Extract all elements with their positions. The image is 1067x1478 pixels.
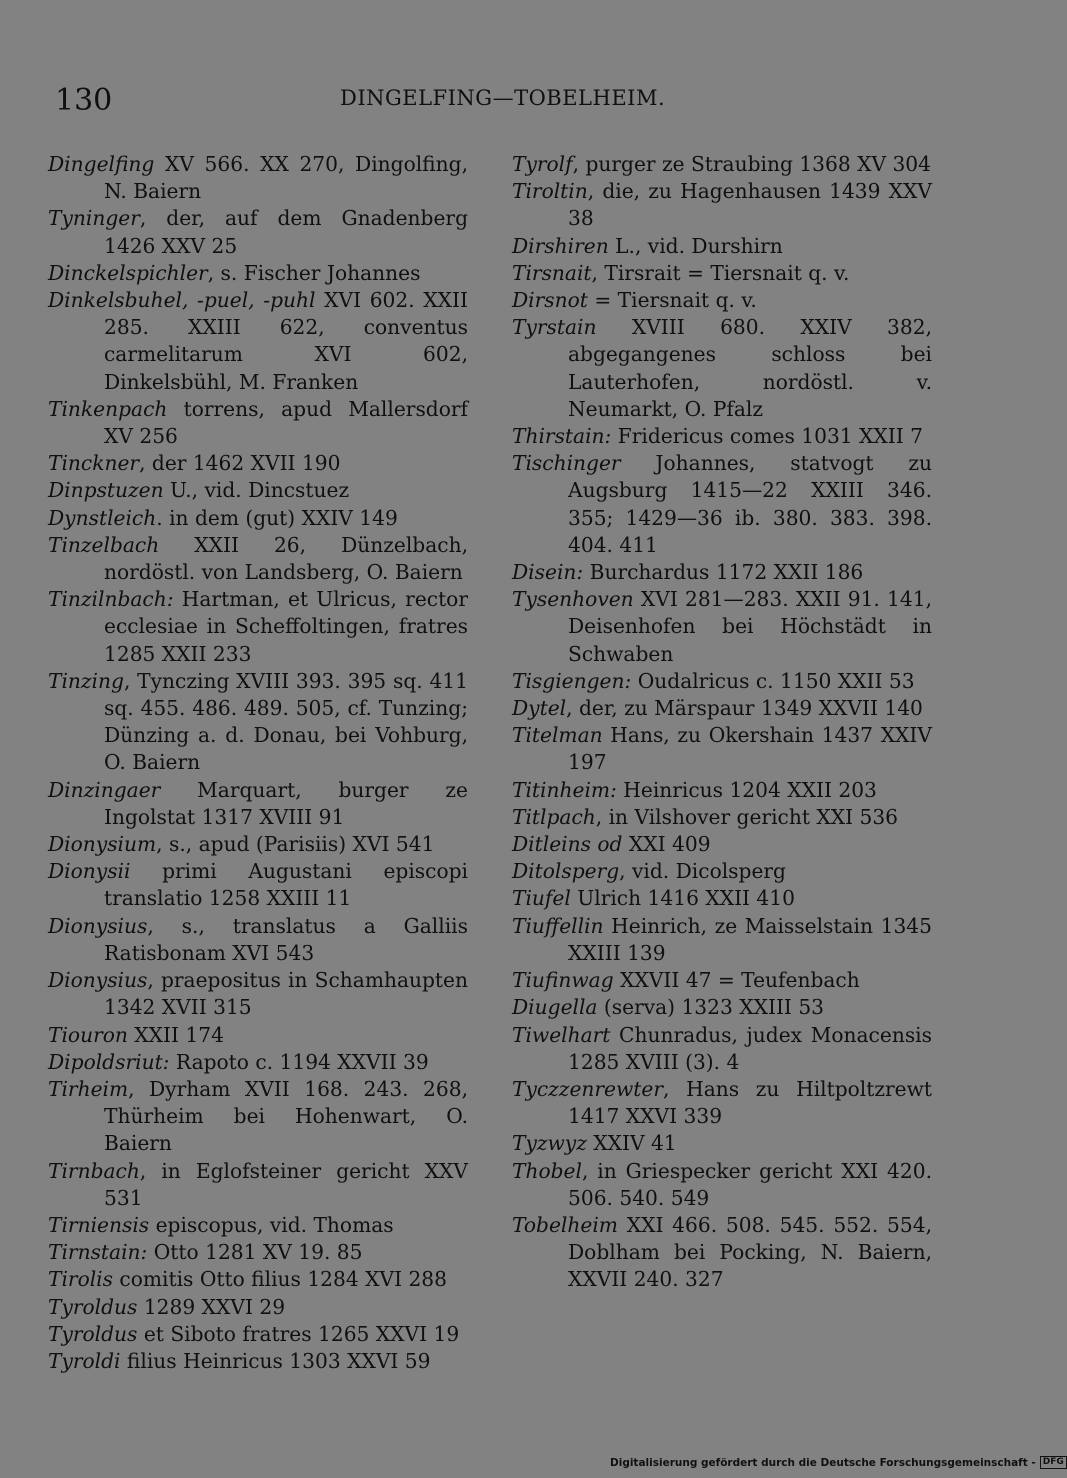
entry-term: Dirshiren bbox=[512, 233, 609, 258]
entry-text: primi Augustani episcopi translatio 1258 XXIII 11 bbox=[104, 859, 468, 911]
right-column bbox=[512, 151, 932, 1294]
index-entry bbox=[48, 205, 468, 259]
index-entry bbox=[512, 1076, 932, 1130]
index-entry bbox=[48, 1212, 468, 1239]
entry-text: L., vid. Durshirn bbox=[608, 233, 783, 258]
index-entry bbox=[512, 777, 932, 804]
index-entry bbox=[512, 994, 932, 1021]
entry-term: Tirnbach bbox=[48, 1158, 140, 1183]
entry-text: Oudalricus c. 1150 XXII 53 bbox=[631, 668, 915, 693]
entry-text: Otto 1281 XV 19. 85 bbox=[147, 1240, 363, 1265]
entry-term: Tinzelbach bbox=[48, 532, 160, 557]
entry-text: Hans, zu Okershain 1437 XXIV 197 bbox=[568, 723, 932, 775]
entry-term: Thobel bbox=[512, 1158, 582, 1183]
entry-term: Dinzingaer bbox=[48, 777, 161, 802]
entry-term: Titlpach bbox=[512, 804, 596, 829]
entry-text: Johannes, statvogt zu Augsburg 1415—22 XXIII 346. 355; 1429—36 ib. 380. 383. 398. 404. 411 bbox=[568, 451, 932, 557]
entry-term: Tirniensis bbox=[48, 1212, 150, 1237]
entry-term: Tirsnait bbox=[512, 260, 592, 285]
entry-term: Dytel bbox=[512, 696, 567, 721]
entry-term: Dionysius bbox=[48, 913, 148, 938]
entry-text: et Siboto fratres 1265 XXVI 19 bbox=[137, 1321, 460, 1346]
entry-term: Tiroltin bbox=[512, 179, 588, 204]
entry-text: , in Eglofsteiner gericht XXV 531 bbox=[104, 1158, 468, 1210]
entry-text: 1289 XXVI 29 bbox=[137, 1294, 286, 1319]
index-entry bbox=[512, 831, 932, 858]
entry-text: XVI 281—283. XXII 91. 141, Deisenhofen bei Höchstädt in Schwaben bbox=[568, 587, 932, 666]
entry-term: Tinzing bbox=[48, 668, 124, 693]
entry-term: Dionysium bbox=[48, 832, 157, 857]
entry-term: Disein: bbox=[512, 560, 584, 585]
index-entry bbox=[48, 1294, 468, 1321]
entry-text: XXII 174 bbox=[127, 1022, 224, 1047]
entry-text: , der 1462 XVII 190 bbox=[139, 451, 341, 476]
index-entry bbox=[48, 1321, 468, 1348]
index-entry bbox=[512, 967, 932, 994]
index-entry bbox=[48, 1348, 468, 1375]
index-entry bbox=[48, 151, 468, 205]
entry-term: Tiouron bbox=[48, 1022, 128, 1047]
index-entry bbox=[48, 1049, 468, 1076]
entry-text: XXII 26, Dünzelbach, nordöstl. von Landsberg, O. Baiern bbox=[104, 532, 468, 585]
running-head: DINGELFING—TOBELHEIM. bbox=[340, 86, 666, 110]
entry-text: , der, zu Märspaur 1349 XXVII 140 bbox=[566, 696, 923, 721]
dfg-logo: DFG bbox=[1040, 1456, 1067, 1469]
index-entry bbox=[48, 913, 468, 967]
entry-text: , in Vilshover gericht XXI 536 bbox=[595, 804, 899, 829]
index-entry bbox=[48, 260, 468, 287]
entry-term: Dinpstuzen bbox=[48, 478, 164, 503]
index-entry bbox=[512, 913, 932, 967]
entry-text: , Tynczing XVIII 393. 395 sq. 411 sq. 455. 486. 489. 505, cf. Tunzing; Dünzing a. d. Donau, bei Vohburg, O. Baiern bbox=[104, 668, 468, 775]
index-entry bbox=[512, 559, 932, 586]
entry-term: Dingelfing bbox=[48, 152, 155, 176]
entry-text: , s. Fischer Johannes bbox=[207, 260, 421, 285]
entry-term: Tyroldus bbox=[48, 1321, 138, 1346]
index-entry bbox=[48, 532, 468, 586]
entry-term: Tiuffellin bbox=[512, 913, 604, 938]
entry-text: , Dyrham XVII 168. 243. 268, Thürheim bei Hohenwart, O. Baiern bbox=[104, 1076, 468, 1156]
entry-term: Tisgiengen: bbox=[512, 668, 632, 693]
entry-term: Tinzilnbach: bbox=[48, 587, 174, 612]
index-entry bbox=[512, 151, 932, 178]
index-entry bbox=[512, 695, 932, 722]
entry-text: Hartman, et Ulricus, rector ecclesiae in Scheffoltingen, fratres 1285 XXII 233 bbox=[104, 587, 468, 666]
entry-term: Tysenhoven bbox=[512, 587, 634, 612]
entry-term: Tiufel bbox=[512, 886, 571, 911]
entry-term: Tiufinwag bbox=[512, 968, 614, 993]
left-column bbox=[48, 151, 468, 1375]
entry-text: (serva) 1323 XXIII 53 bbox=[597, 995, 825, 1020]
index-entry bbox=[512, 858, 932, 885]
index-entry bbox=[48, 777, 468, 831]
entry-term: Tyrolf bbox=[512, 152, 573, 176]
index-entry bbox=[48, 450, 468, 477]
entry-term: Tyninger bbox=[48, 206, 140, 231]
entry-text: , in Griespecker gericht XXI 420. 506. 540. 549 bbox=[568, 1158, 932, 1210]
entry-text: filius Heinricus 1303 XXVI 59 bbox=[120, 1348, 431, 1373]
index-entry bbox=[512, 260, 932, 287]
entry-term: Tiwelhart bbox=[512, 1022, 611, 1047]
index-entry bbox=[512, 586, 932, 668]
entry-text: Heinricus 1204 XXII 203 bbox=[616, 777, 877, 802]
index-entry bbox=[512, 668, 932, 695]
entry-text: , Tirsrait = Tiersnait q. v. bbox=[591, 260, 850, 285]
entry-term: Dinckelspichler bbox=[48, 260, 208, 285]
entry-text: , purger ze Straubing 1368 XV 304 bbox=[572, 152, 931, 176]
entry-term: Ditleins od bbox=[512, 832, 623, 857]
entry-text: Heinrich, ze Maisselstain 1345 XXIII 139 bbox=[568, 913, 932, 965]
page-number: 130 bbox=[55, 83, 113, 118]
entry-term: Tirheim bbox=[48, 1076, 129, 1101]
entry-term: Thirstain: bbox=[512, 424, 612, 449]
entry-text: Burchardus 1172 XXII 186 bbox=[583, 560, 864, 585]
footer-text: Digitalisierung gefördert durch die Deutsche Forschungsgemeinschaft - bbox=[610, 1456, 1036, 1469]
index-entry bbox=[48, 477, 468, 504]
index-entry bbox=[512, 423, 932, 450]
index-entry bbox=[48, 1158, 468, 1212]
index-entry bbox=[512, 1130, 932, 1157]
entry-term: Tyczzenrewter bbox=[512, 1076, 663, 1101]
entry-term: Tinkenpach bbox=[48, 396, 168, 421]
index-entry bbox=[512, 1212, 932, 1294]
index-entry bbox=[512, 314, 932, 423]
entry-term: Dynstleich bbox=[48, 505, 157, 530]
footer-credit bbox=[610, 1456, 1067, 1469]
entry-term: Tirnstain: bbox=[48, 1240, 148, 1265]
entry-term: Dionysii bbox=[48, 859, 131, 884]
entry-text: XVIII 680. XXIV 382, abgegangenes schloss bei Lauterhofen, nordöstl. v. Neumarkt, O. Pfalz bbox=[568, 315, 932, 421]
entry-text: . in dem (gut) XXIV 149 bbox=[156, 505, 398, 530]
index-entry bbox=[48, 1022, 468, 1049]
entry-text: XVI 602. XXII 285. XXIII 622, conventus carmelitarum XVI 602, Dinkelsbühl, M. Franken bbox=[104, 288, 468, 394]
entry-text: = Tiersnait q. v. bbox=[587, 288, 757, 313]
entry-text: , der, auf dem Gnadenberg 1426 XXV 25 bbox=[104, 206, 468, 258]
entry-text: , praepositus in Schamhaupten 1342 XVII 315 bbox=[104, 968, 468, 1020]
entry-text: XXI 409 bbox=[622, 832, 711, 857]
index-entry bbox=[512, 233, 932, 260]
entry-term: Tyrstain bbox=[512, 315, 597, 340]
index-entry bbox=[512, 450, 932, 559]
entry-term: Tyroldus bbox=[48, 1294, 138, 1319]
entry-text: Fridericus comes 1031 XXII 7 bbox=[611, 424, 924, 449]
entry-term: Tyzwyz bbox=[512, 1131, 587, 1156]
entry-text: episcopus, vid. Thomas bbox=[149, 1212, 394, 1237]
index-entry bbox=[48, 505, 468, 532]
entry-text: Marquart, burger ze Ingolstat 1317 XVIII 91 bbox=[104, 777, 468, 829]
entry-text: , s., apud (Parisiis) XVI 541 bbox=[156, 832, 435, 857]
index-entry bbox=[512, 804, 932, 831]
entry-text: , s., translatus a Galliis Ratisbonam XVI 543 bbox=[104, 913, 468, 965]
index-entry bbox=[512, 287, 932, 314]
entry-text: , vid. Dicolsperg bbox=[619, 859, 786, 884]
entry-text: XXVII 47 = Teufenbach bbox=[613, 968, 860, 993]
entry-term: Dionysius bbox=[48, 968, 148, 993]
entry-term: Titinheim: bbox=[512, 777, 617, 802]
index-entry bbox=[512, 722, 932, 776]
entry-text: , die, zu Hagenhausen 1439 XXV 38 bbox=[568, 179, 932, 231]
index-entry bbox=[48, 668, 468, 777]
index-entry bbox=[48, 396, 468, 450]
entry-term: Dipoldsriut: bbox=[48, 1049, 170, 1074]
entry-term: Tischinger bbox=[512, 451, 621, 476]
entry-term: Tyroldi bbox=[48, 1348, 121, 1373]
index-entry bbox=[48, 1076, 468, 1158]
index-entry bbox=[48, 967, 468, 1021]
entry-text: Ulrich 1416 XXII 410 bbox=[570, 886, 795, 911]
entry-term: Ditolsperg bbox=[512, 859, 620, 884]
index-entry bbox=[512, 885, 932, 912]
index-entry bbox=[512, 1022, 932, 1076]
entry-text: XV 566. XX 270, Dingolfing, N. Baiern bbox=[104, 152, 468, 204]
index-entry bbox=[48, 831, 468, 858]
index-entry bbox=[512, 178, 932, 232]
entry-text: , Hans zu Hiltpoltzrewt 1417 XXVI 339 bbox=[568, 1076, 932, 1129]
entry-term: Tobelheim bbox=[512, 1212, 618, 1237]
entry-text: XXI 466. 508. 545. 552. 554, Doblham bei Pocking, N. Baiern, XXVII 240. 327 bbox=[568, 1212, 932, 1292]
index-entry bbox=[48, 858, 468, 912]
index-entry bbox=[48, 1266, 468, 1293]
index-entry bbox=[48, 586, 468, 668]
index-entry bbox=[48, 287, 468, 396]
entry-text: torrens, apud Mallersdorf XV 256 bbox=[104, 396, 468, 449]
entry-text: comitis Otto filius 1284 XVI 288 bbox=[113, 1267, 447, 1292]
entry-term: Tinckner bbox=[48, 451, 140, 476]
entry-text: Rapoto c. 1194 XXVII 39 bbox=[169, 1049, 429, 1074]
entry-term: Dinkelsbuhel, -puel, -puhl bbox=[48, 288, 316, 313]
entry-term: Diugella bbox=[512, 995, 598, 1020]
entry-term: Tirolis bbox=[48, 1267, 113, 1292]
entry-text: U., vid. Dincstuez bbox=[163, 478, 350, 503]
index-entry bbox=[48, 1239, 468, 1266]
entry-text: Chunradus, judex Monacensis 1285 XVIII (3). 4 bbox=[568, 1022, 932, 1074]
entry-term: Titelman bbox=[512, 723, 603, 748]
entry-term: Dirsnot bbox=[512, 288, 588, 313]
index-entry bbox=[512, 1158, 932, 1212]
entry-text: XXIV 41 bbox=[586, 1131, 677, 1156]
